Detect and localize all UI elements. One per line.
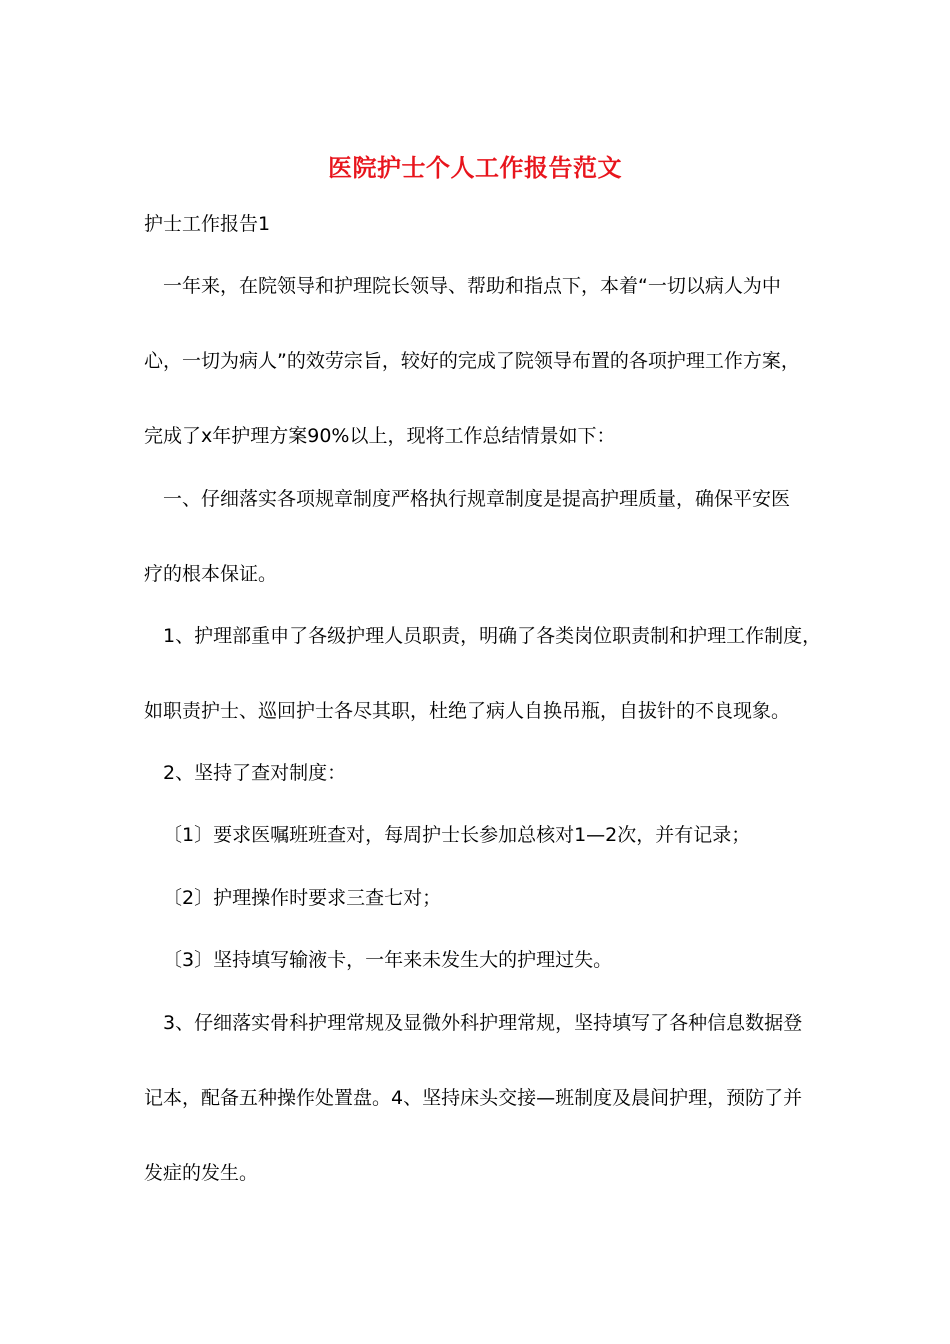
paragraph-line: 一、仔细落实各项规章制度严格执行规章制度是提高护理质量，确保平安医	[163, 488, 791, 510]
paragraph-line: 〔3〕坚持填写输液卡，一年来未发生大的护理过失。	[163, 949, 613, 971]
paragraph-line: 2、坚持了查对制度：	[163, 762, 347, 784]
paragraph-line: 〔1〕要求医嘱班班查对，每周护士长参加总核对1—2次，并有记录；	[163, 824, 751, 846]
paragraph-line: 〔2〕护理操作时要求三查七对；	[163, 887, 442, 909]
paragraph-line: 完成了x年护理方案90%以上，现将工作总结情景如下：	[144, 425, 616, 447]
paragraph-line: 如职责护士、巡回护士各尽其职，杜绝了病人自换吊瓶，自拔针的不良现象。	[144, 700, 791, 722]
paragraph-line: 心，一切为病人”的效劳宗旨，较好的完成了院领导布置的各项护理工作方案，	[144, 350, 800, 372]
section-heading: 护士工作报告1	[144, 213, 271, 235]
paragraph-line: 疗的根本保证。	[144, 563, 278, 585]
paragraph-line: 3、仔细落实骨科护理常规及显微外科护理常规，坚持填写了各种信息数据登	[163, 1012, 803, 1034]
paragraph-line: 一年来，在院领导和护理院长领导、帮助和指点下，本着“一切以病人为中	[163, 275, 781, 297]
paragraph-line: 1、护理部重申了各级护理人员职责，明确了各类岗位职责制和护理工作制度，	[163, 625, 822, 647]
paragraph-line: 记本，配备五种操作处置盘。4、坚持床头交接—班制度及晨间护理，预防了并	[144, 1087, 803, 1109]
document-title: 医院护士个人工作报告范文	[328, 153, 622, 182]
paragraph-line: 发症的发生。	[144, 1162, 259, 1184]
